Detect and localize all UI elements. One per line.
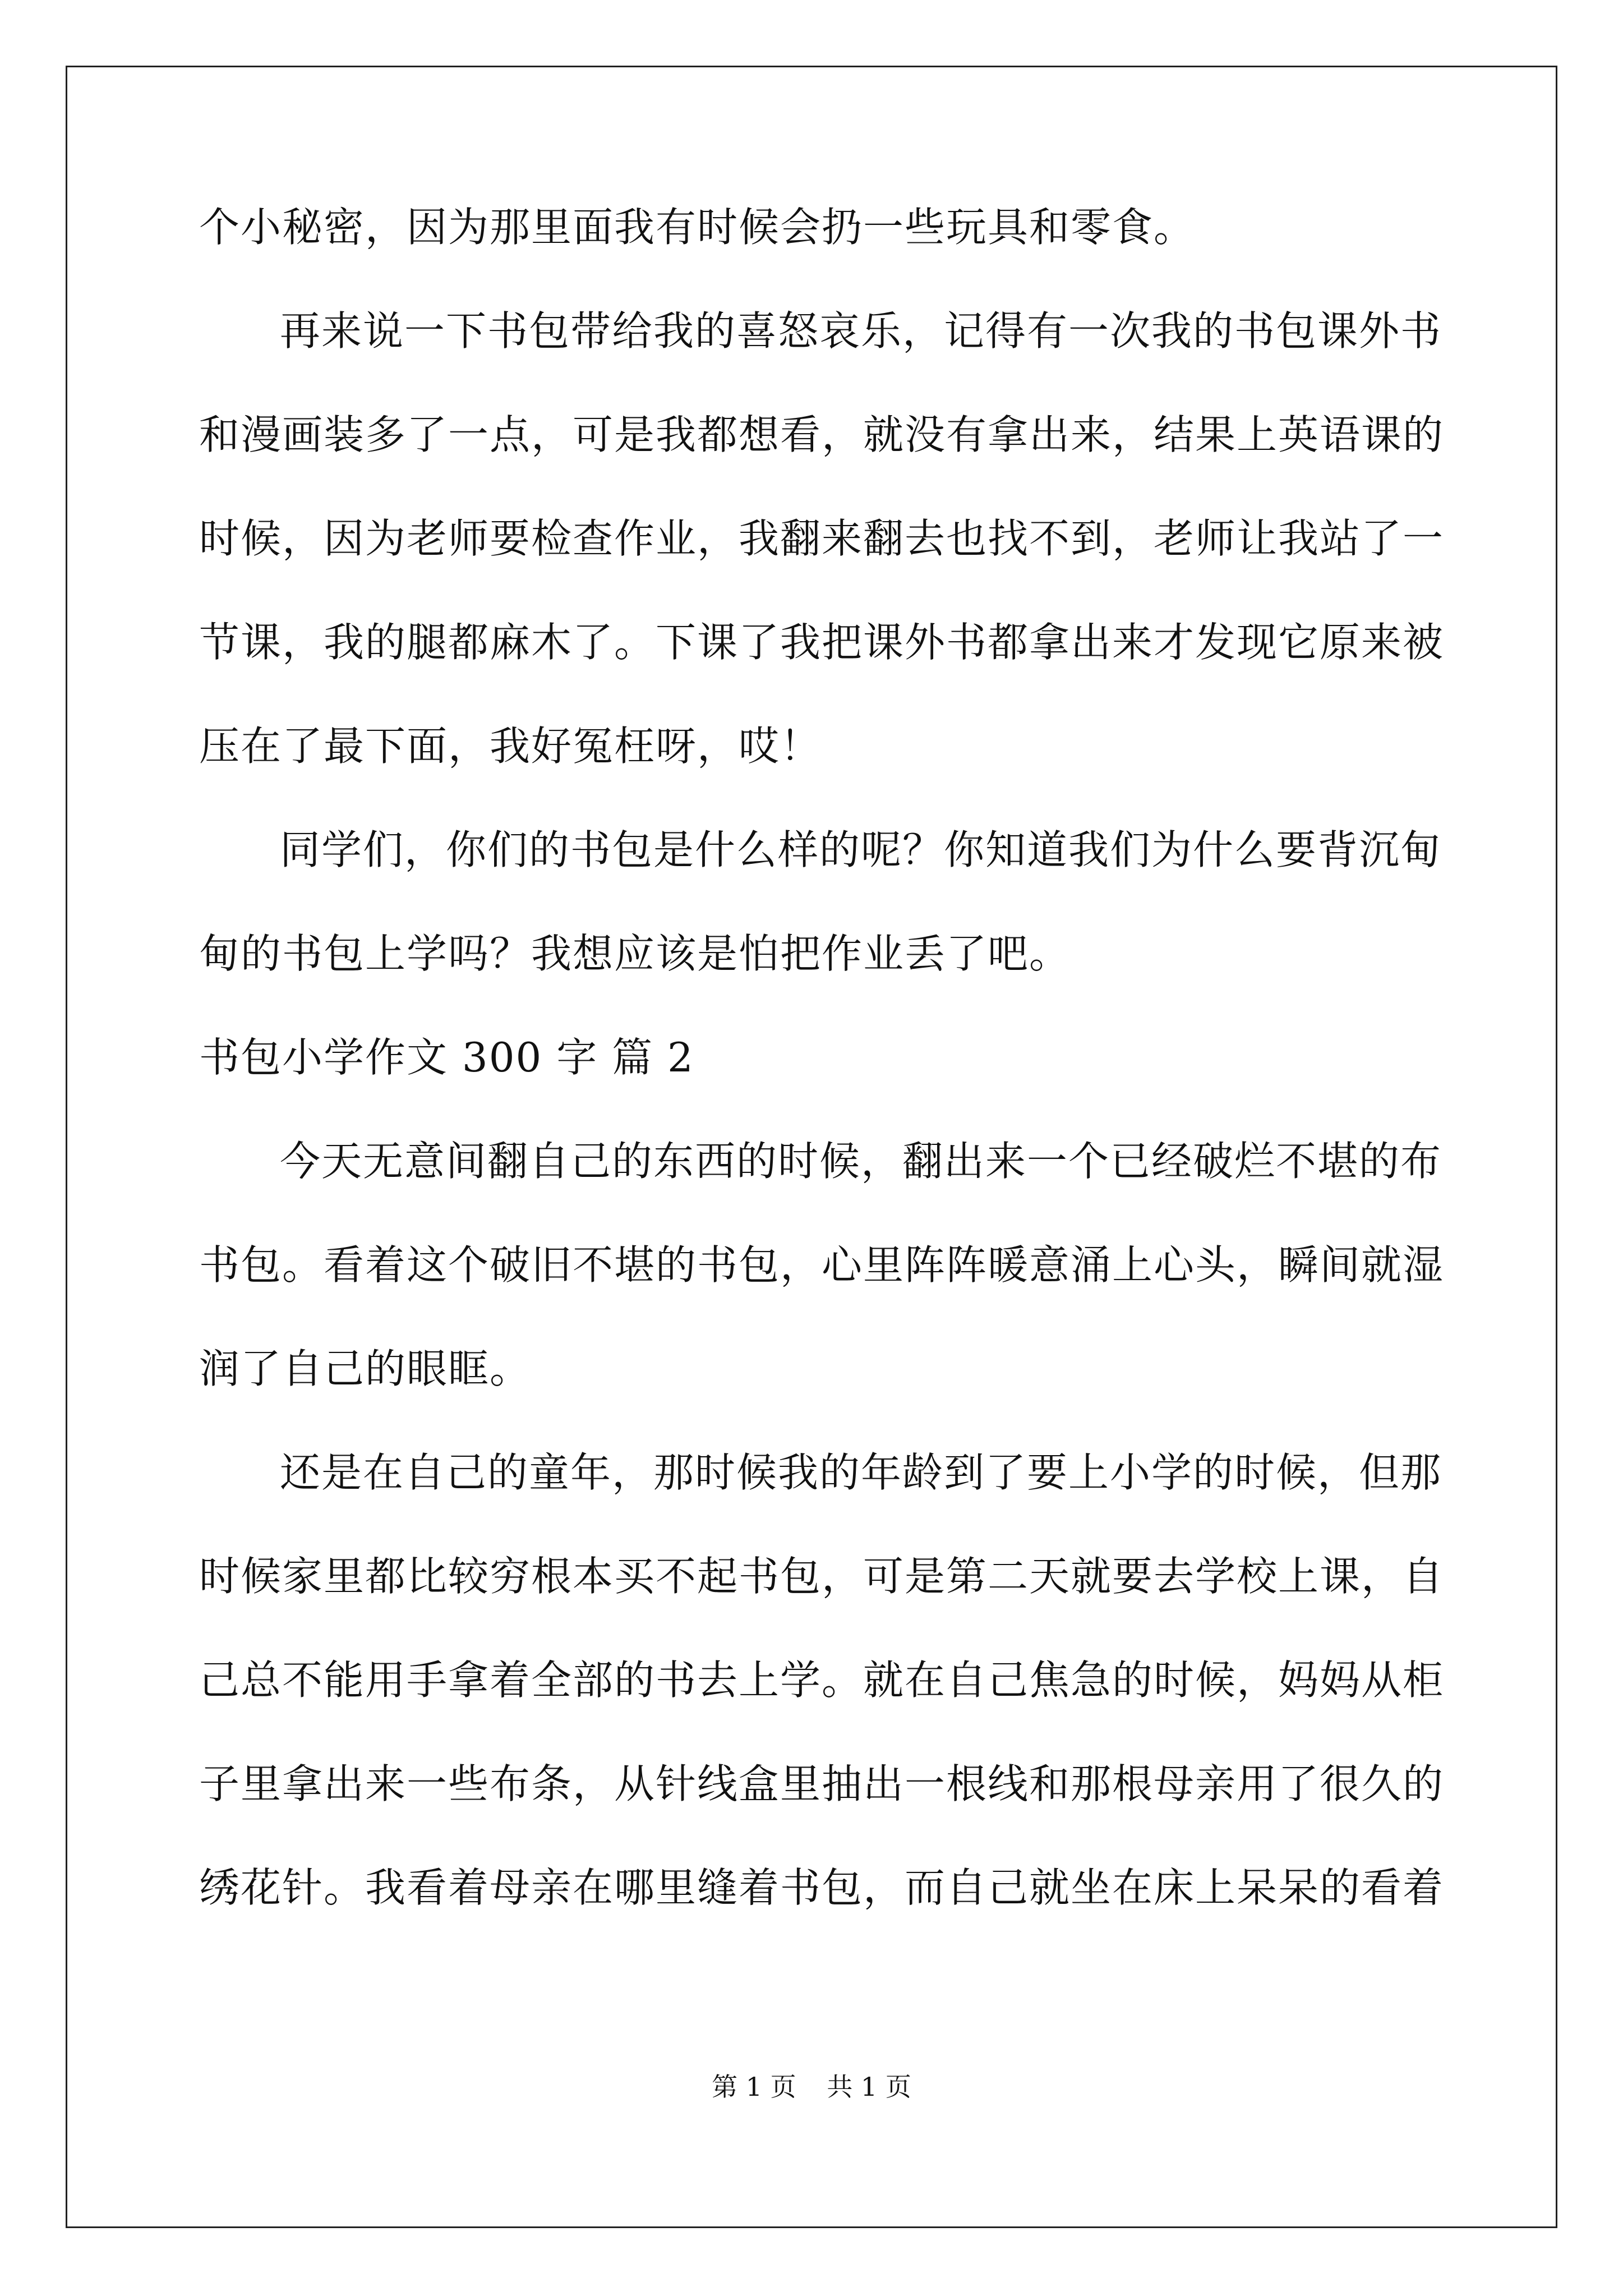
text-line: 绣花针。我看着母亲在哪里缝着书包，而自己就坐在床上呆呆的看着 bbox=[199, 1864, 1445, 1911]
text-line: 时候家里都比较穷根本买不起书包，可是第二天就要去学校上课，自 bbox=[199, 1553, 1445, 1600]
section-heading: 书包小学作文 300 字 篇 2 bbox=[199, 1034, 694, 1081]
page-count: 共 1 页 bbox=[827, 2072, 911, 2102]
text-line: 己总不能用手拿着全部的书去上学。就在自己焦急的时候，妈妈从柜 bbox=[199, 1657, 1445, 1704]
text-line: 压在了最下面，我好冤枉呀，哎！ bbox=[199, 723, 822, 770]
text-line: 甸的书包上学吗？我想应该是怕把作业丢了吧。 bbox=[199, 930, 1071, 977]
text-line: 书包。看着这个破旧不堪的书包，心里阵阵暖意涌上心头，瞬间就湿 bbox=[199, 1241, 1445, 1289]
page-footer bbox=[0, 2070, 1623, 2104]
paragraph-line: 再来说一下书包带给我的喜怒哀乐，记得有一次我的书包课外书 bbox=[280, 307, 1442, 355]
paragraph-line: 同学们，你们的书包是什么样的呢？你知道我们为什么要背沉甸 bbox=[280, 826, 1442, 873]
paragraph-line: 今天无意间翻自己的东西的时候，翻出来一个已经破烂不堪的布 bbox=[280, 1138, 1442, 1185]
text-line: 时候，因为老师要检查作业，我翻来翻去也找不到，老师让我站了一 bbox=[199, 515, 1445, 562]
text-line: 子里拿出来一些布条，从针线盒里抽出一根线和那根母亲用了很久的 bbox=[199, 1760, 1445, 1807]
text-line: 和漫画装多了一点，可是我都想看，就没有拿出来，结果上英语课的 bbox=[199, 411, 1445, 458]
page-number: 第 1 页 bbox=[712, 2072, 796, 2102]
text-line: 节课，我的腿都麻木了。下课了我把课外书都拿出来才发现它原来被 bbox=[199, 619, 1445, 666]
paragraph-line: 还是在自己的童年，那时候我的年龄到了要上小学的时候，但那 bbox=[280, 1449, 1442, 1496]
text-line: 个小秘密，因为那里面我有时候会扔一些玩具和零食。 bbox=[199, 204, 1196, 251]
text-line: 润了自己的眼眶。 bbox=[199, 1345, 532, 1392]
